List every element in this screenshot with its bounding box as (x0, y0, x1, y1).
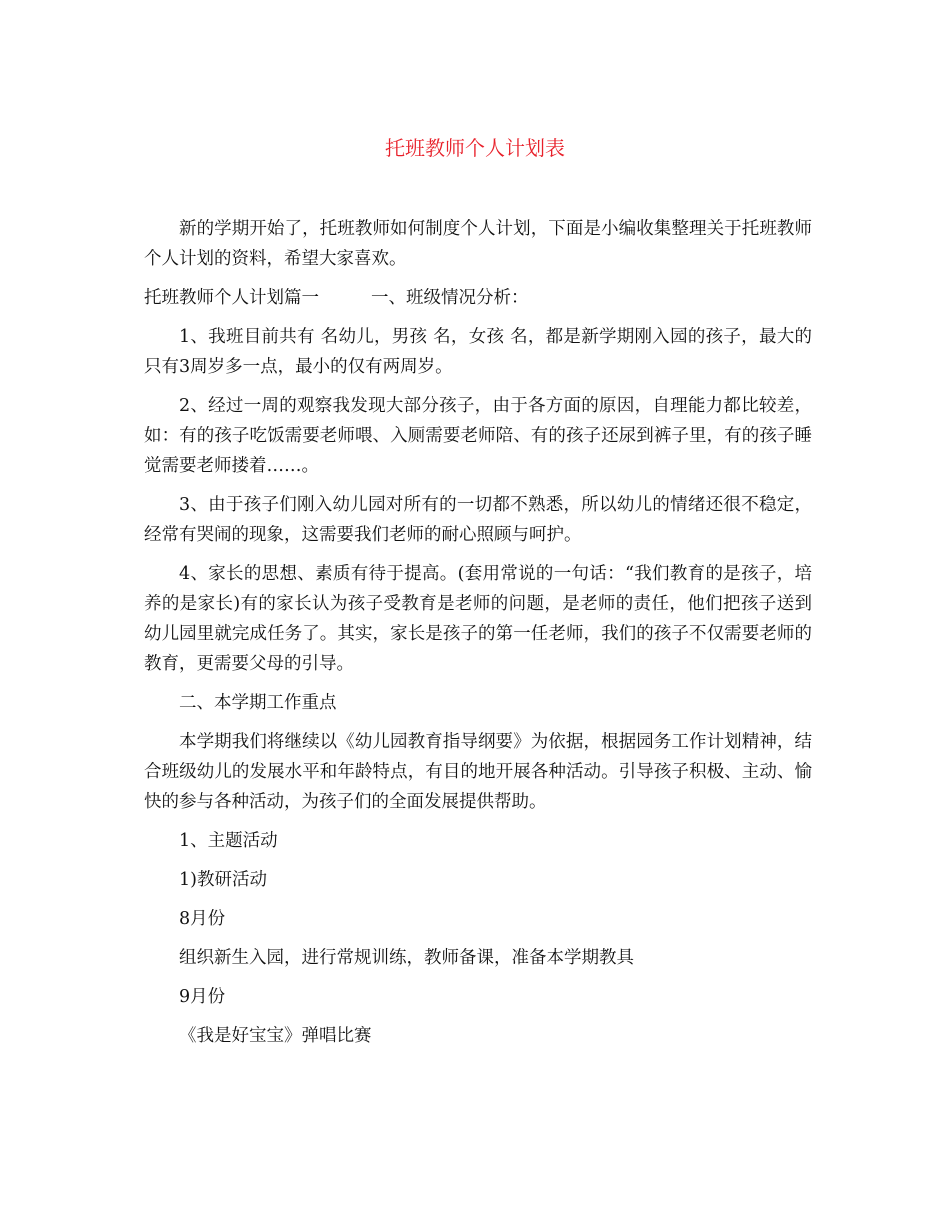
heading-theme-activities: 1、主题活动 (179, 831, 278, 851)
document-title: 托班教师个人计划表 (385, 136, 565, 160)
month-august: 8月份 (179, 909, 226, 929)
section-heading-right: 一、班级情况分析： (371, 288, 529, 308)
paragraph-4: 4、家长的思想、素质有待于提高。(套用常说的一句话：“我们教育的是孩子，培养的是家长)有的家长认为孩子受教育是老师的问题，是老师的责任，他们把孩子送到幼儿园里就完成任务了。其实，家长是孩子的第一任老师，我们的孩子不仅需要老师的教育，更需要父母的引导。 (144, 564, 812, 674)
document-body (144, 214, 812, 1060)
paragraph-2: 2、经过一周的观察我发现大部分孩子，由于各方面的原因，自理能力都比较差，如：有的孩子吃饭需要老师喂、入厕需要老师陪、有的孩子还尿到裤子里，有的孩子睡觉需要老师搂着……。 (144, 396, 812, 476)
heading-teaching-research: 1)教研活动 (179, 870, 267, 890)
intro-paragraph: 新的学期开始了，托班教师如何制度个人计划，下面是小编收集整理关于托班教师个人计划的资料，希望大家喜欢。 (144, 219, 812, 269)
section-heading (144, 283, 812, 322)
paragraph-1: 1、我班目前共有 名幼儿，男孩 名，女孩 名，都是新学期刚入园的孩子，最大的只有3周岁多一点，最小的仅有两周岁。 (144, 327, 812, 377)
paragraph-5: 本学期我们将继续以《幼儿园教育指导纲要》为依据，根据园务工作计划精神，结合班级幼儿的发展水平和年龄特点，有目的地开展各种活动。引导孩子积极、主动、愉快的参与各种活动，为孩子们的全面发展提供帮助。 (144, 732, 812, 812)
section-heading-left: 托班教师个人计划篇一 (144, 288, 319, 308)
month-august-text: 组织新生入园，进行常规训练，教师备课，准备本学期教具 (179, 948, 634, 968)
paragraph-3: 3、由于孩子们刚入幼儿园对所有的一切都不熟悉，所以幼儿的情绪还很不稳定，经常有哭闹的现象，这需要我们老师的耐心照顾与呵护。 (144, 495, 812, 545)
month-september-text: 《我是好宝宝》弹唱比赛 (179, 1026, 372, 1046)
month-september: 9月份 (179, 987, 226, 1007)
heading-work-focus: 二、本学期工作重点 (179, 693, 337, 713)
